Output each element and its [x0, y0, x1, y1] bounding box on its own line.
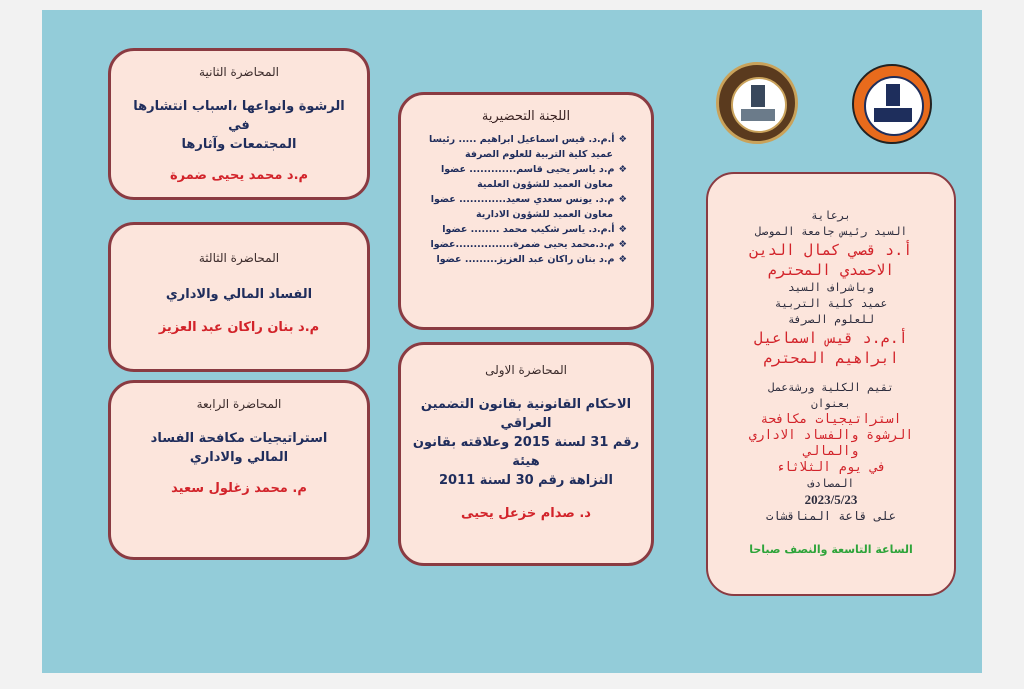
committee-card [398, 92, 654, 330]
lecture-2-subject-line1: الرشوة وانواعها ،اسباب انتشارها في [133, 99, 345, 133]
bullet-icon: ❖ [618, 164, 627, 175]
open-book-icon [874, 108, 912, 122]
college-logo [716, 62, 798, 144]
lecture-3-speaker: م.د بنان راكان عبد العزيز [158, 320, 320, 335]
sponsor-name-line2: الاحمدي المحترم [767, 261, 895, 279]
sponsor-label: برعاية [811, 209, 851, 222]
venue: على قاعة المناقشات [765, 509, 897, 523]
book-icon [741, 109, 775, 121]
day-label: في يوم الثلاثاء [776, 460, 886, 475]
committee-member: ❖م.د. يونس سعدي سعيد............. عضوا معاون العميد للشؤون الادارية [430, 194, 627, 220]
university-logo [852, 64, 932, 144]
bullet-icon: ❖ [618, 134, 627, 145]
lecture-1-speaker: د. صدام خزعل يحيى [461, 506, 591, 521]
committee-list [401, 132, 651, 267]
lecture-3-card [108, 222, 370, 372]
supervisor-role-line2: للعلوم الصرفة [787, 313, 875, 326]
supervision-label: وباشراف السيد [787, 281, 875, 294]
workshop-title-line2: الرشوة والفساد الاداري [748, 428, 914, 443]
lecture-2-card [108, 48, 370, 200]
lecture-4-card [108, 380, 370, 560]
sponsor-name-line1: أ.د قصي كمال الدين [749, 241, 913, 259]
workshop-intro: تقيم الكلية ورشةعمل [768, 381, 894, 394]
committee-member: ❖م.د ياسر يحيى قاسم............. عضوا معاون العميد للشؤون العلمية [440, 164, 627, 190]
committee-member: ❖أ.م.د. ياسر شكيب محمد ........ عضوا [442, 224, 627, 235]
lecture-1-title: المحاضرة الاولى [485, 363, 567, 377]
bullet-icon: ❖ [618, 254, 627, 265]
workshop-title-line1: استراتيجيات مكافحة [760, 412, 902, 427]
college-logo-inner [731, 77, 787, 133]
lecture-3-subject: الفساد المالي والاداري [165, 287, 313, 302]
lecture-2-title: المحاضرة الثانية [199, 65, 279, 79]
date-label: المصادف [807, 477, 855, 490]
committee-member: ❖م.د.محمد يحيى ضمرة................عضوا [430, 239, 627, 250]
bullet-icon: ❖ [618, 194, 627, 205]
lecture-4-title: المحاضرة الرابعة [196, 397, 282, 411]
lecture-2-speaker: م.د محمد يحيى ضمرة [169, 168, 309, 183]
lecture-1-subject-line3: النزاهة رقم 30 لسنة 2011 [439, 473, 613, 488]
committee-title: اللجنة التحضيرية [481, 109, 571, 124]
workshop-title-line3: والمالي [803, 444, 859, 459]
lecture-1-subject-line2: رقم 31 لسنة 2015 وعلاقته بقانون هيئة [412, 435, 640, 469]
lecture-4-subject-line1: استراتيجيات مكافحة الفساد [150, 431, 328, 446]
minaret-icon [886, 84, 900, 106]
supervisor-name-line2: ابراهيم المحترم [763, 349, 899, 367]
supervisor-name-line1: أ.م.د قيس اسماعيل [754, 329, 908, 347]
tower-icon [751, 85, 765, 107]
lecture-4-subject-line2: المالي والاداري [189, 450, 289, 465]
committee-member: ❖أ.م.د. قيس اسماعيل ابراهيم ..... رئيسا عميد كلية التربية للعلوم الصرفة [429, 134, 627, 160]
event-time: الساعة التاسعة والنصف صباحا [749, 543, 913, 556]
workshop-title-label: بعنوان [811, 397, 851, 410]
lecture-2-subject-line2: المجتمعات وآثارها [181, 137, 297, 152]
bullet-icon: ❖ [618, 239, 627, 250]
lecture-4-speaker: م. محمد زغلول سعيد [171, 481, 307, 496]
university-logo-inner [864, 76, 924, 136]
sponsor-role: السيد رئيس جامعة الموصل [754, 225, 908, 238]
lecture-1-subject-line1: الاحكام القانونية بقانون التضمين العراقي [420, 397, 632, 431]
supervisor-role-line1: عميد كلية التربية [774, 297, 888, 310]
committee-member: ❖م.د بنان راكان عبد العزيز......... عضوا [436, 254, 627, 265]
event-date: 2023/5/23 [804, 492, 858, 507]
lecture-1-card [398, 342, 654, 566]
announcement-card [706, 172, 956, 596]
lecture-3-title: المحاضرة الثالثة [198, 251, 280, 265]
bullet-icon: ❖ [618, 224, 627, 235]
